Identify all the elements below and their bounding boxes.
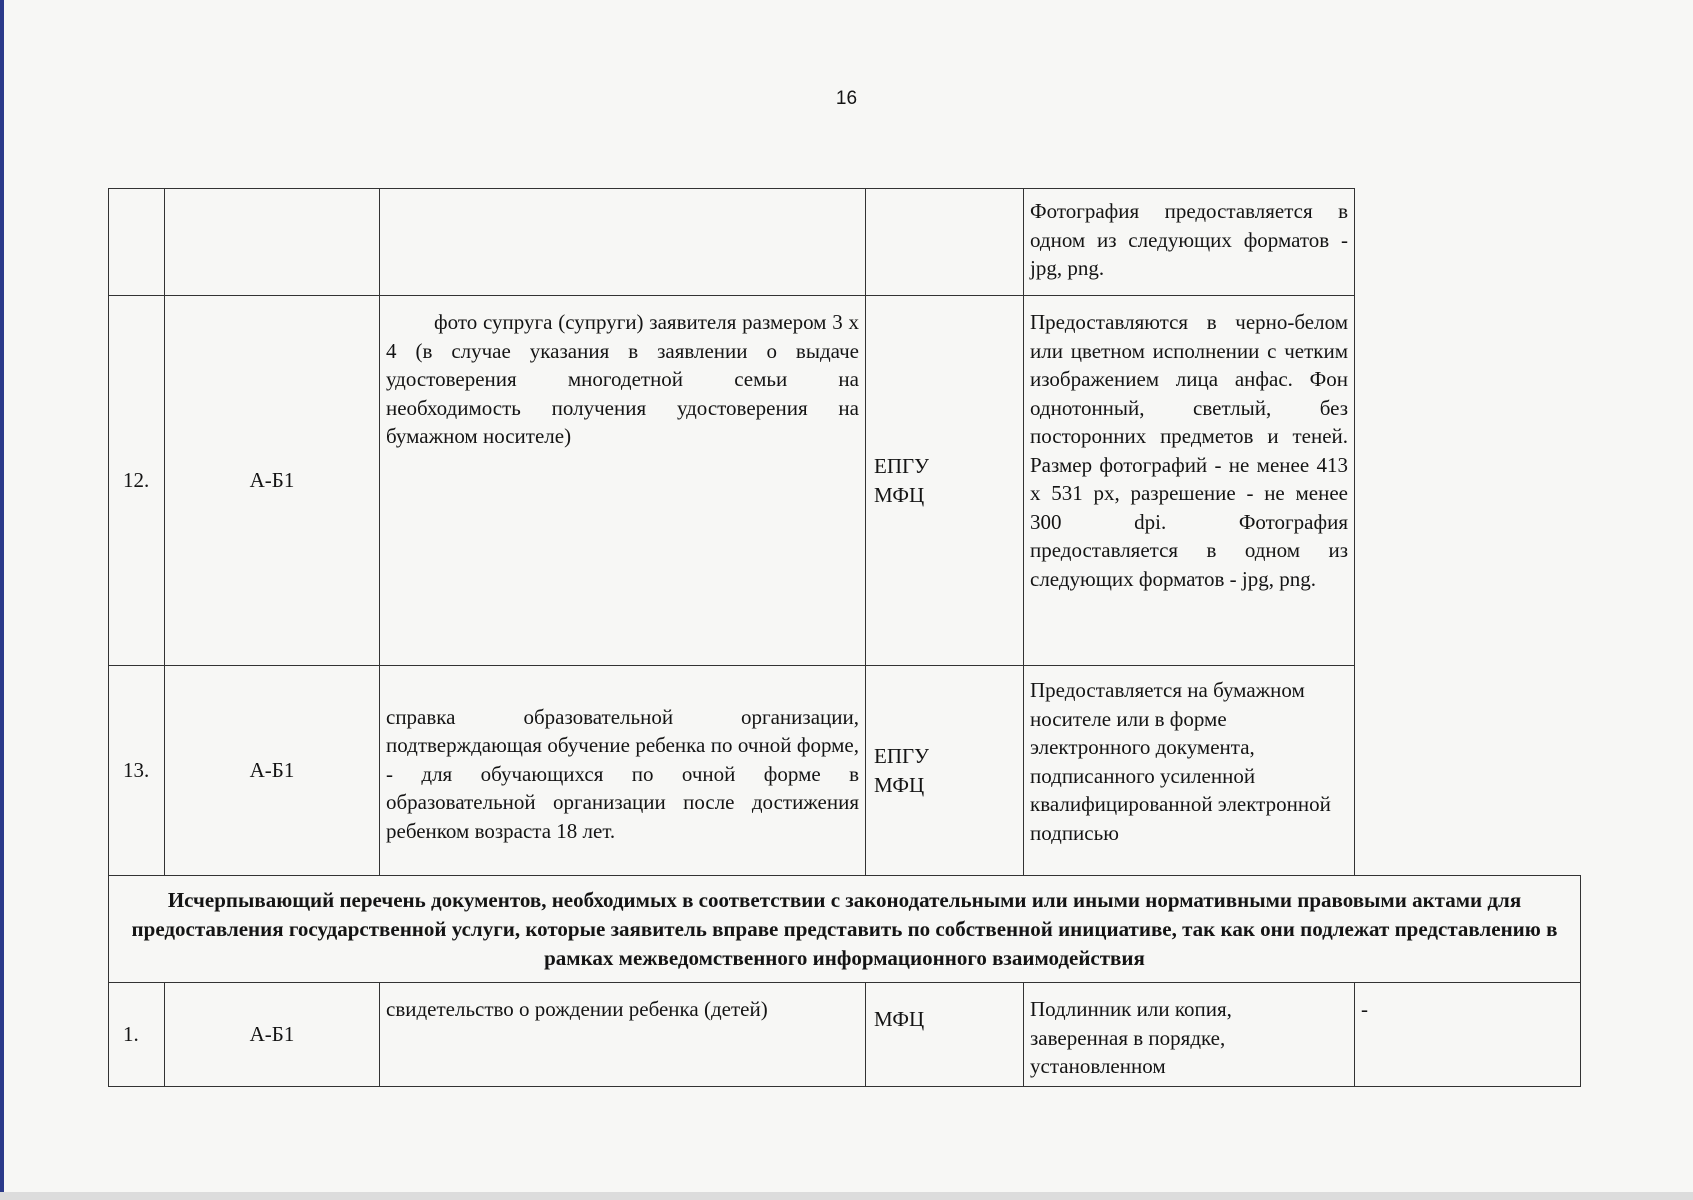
document-cell — [380, 189, 866, 296]
table-row — [109, 983, 1581, 1087]
source-cell: МФЦ — [866, 983, 1024, 1087]
note-cell — [1355, 296, 1581, 666]
document-cell: фото супруга (супруги) заявителя размером 3 х 4 (в случае указания в заявлении о выдаче удостоверения многодетной семьи на необходимость получения удостоверения на бумажном носителе) — [380, 296, 866, 666]
source-cell — [866, 189, 1024, 296]
section-heading: Исчерпывающий перечень документов, необходимых в соответствии с законодательными или иными нормативными правовыми актами для предоставления государственной услуги, которые заявитель вправе представить по собственной инициативе, так как они подлежат представлению в рамках межведомственного информационного взаимодействия — [109, 876, 1581, 983]
table-row — [109, 666, 1581, 876]
document-cell: справка образовательной организации, подтверждающая обучение ребенка по очной форме, - для обучающихся по очной форме в образовательной организации после достижения ребенком возраста 18 лет. — [380, 666, 866, 876]
source-cell: ЕПГУ МФЦ — [866, 296, 1024, 666]
code-cell: А-Б1 — [165, 296, 380, 666]
note-cell — [1355, 189, 1581, 296]
scan-edge — [0, 0, 4, 1200]
note-cell: - — [1355, 983, 1581, 1087]
requirements-cell: Предоставляются в черно-белом или цветном исполнении с четким изображением лица анфас. Фон однотонный, светлый, без посторонних предметов и теней. Размер фотографий - не менее 413 х 531 px, разрешение - не менее 300 dpi. Фотография предоставляется в одном из следующих форматов - jpg, png. — [1024, 296, 1355, 666]
row-number-cell: 12. — [109, 296, 165, 666]
row-number-cell — [109, 189, 165, 296]
row-number-cell: 13. — [109, 666, 165, 876]
document-cell: свидетельство о рождении ребенка (детей) — [380, 983, 866, 1087]
code-cell: А-Б1 — [165, 666, 380, 876]
table-row — [109, 296, 1581, 666]
scan-bottom-edge — [0, 1192, 1693, 1200]
section-heading-row — [109, 876, 1581, 983]
page-number: 16 — [835, 88, 858, 109]
table-row — [109, 189, 1581, 296]
requirements-cell: Подлинник или копия, заверенная в порядке, установленном — [1024, 983, 1355, 1087]
requirements-cell: Фотография предоставляется в одном из следующих форматов - jpg, png. — [1024, 189, 1355, 296]
code-cell — [165, 189, 380, 296]
row-number-cell: 1. — [109, 983, 165, 1087]
source-cell: ЕПГУ МФЦ — [866, 666, 1024, 876]
requirements-cell: Предоставляется на бумажном носителе или в форме электронного документа, подписанного усиленной квалифицированной электронной подписью — [1024, 666, 1355, 876]
note-cell — [1355, 666, 1581, 876]
documents-table — [108, 188, 1581, 1087]
code-cell: А-Б1 — [165, 983, 380, 1087]
